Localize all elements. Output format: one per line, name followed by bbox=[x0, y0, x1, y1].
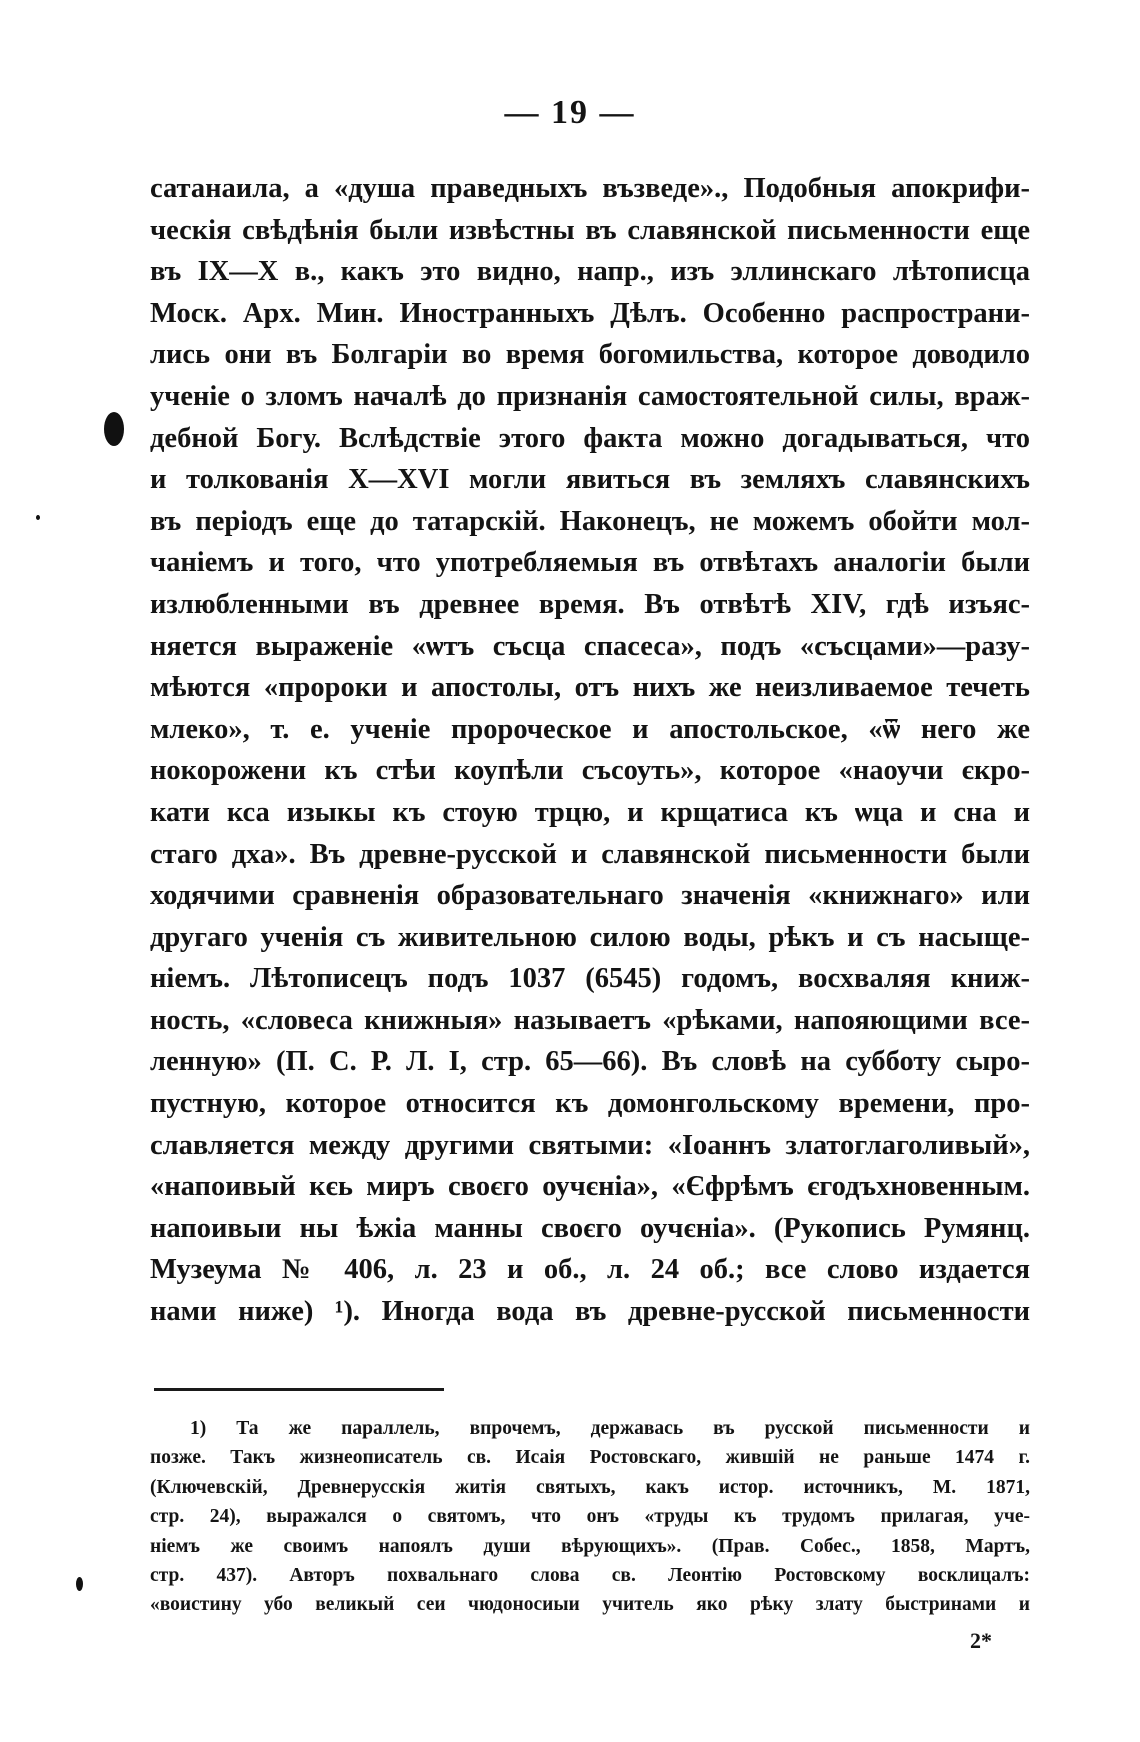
text-line: въ періодъ еще до татарскій. Наконецъ, не можемъ обойти мол- bbox=[150, 505, 1030, 537]
footnote-line: «воистину убо великый сеи чюдоносиыи учитель яко рѣку злату быстринами и bbox=[150, 1594, 1030, 1616]
ink-speck bbox=[36, 515, 40, 520]
text-line: «напоивый кєь миръ своєго оучєніа», «Єфрѣмъ єгодъхновенным. bbox=[150, 1171, 1030, 1203]
text-line: въ IX—X в., какъ это видно, напр., изъ эллинскаго лѣтописца bbox=[150, 256, 1030, 288]
footnote-rule bbox=[154, 1388, 444, 1391]
text-line: чаніемъ и того, что употребляемыя въ отвѣтахъ аналогіи были bbox=[150, 547, 1030, 579]
footnote-line: (Ключевскій, Древнерусскія житія святыхъ, какъ истор. источникъ, М. 1871, bbox=[150, 1476, 1030, 1498]
footnote-line: стр. 24), выражался о святомъ, что онъ «труды къ трудомъ прилагая, уче- bbox=[150, 1506, 1030, 1528]
signature-mark: 2* bbox=[970, 1628, 992, 1653]
text-line: ческія свѣдѣнія были извѣстны въ славянской письменности еще bbox=[150, 214, 1030, 246]
text-line: и толкованія X—XVI могли явиться въ земляхъ славянскихъ bbox=[150, 464, 1030, 496]
footnote-line: ніемъ же своимъ напоялъ души вѣрующихъ». (Прав. Собес., 1858, Мартъ, bbox=[150, 1535, 1030, 1557]
text-line: ность, «словеса книжныя» называетъ «рѣками, напояющими все- bbox=[150, 1004, 1030, 1036]
text-line: ходячими сравненія образовательнаго значенія «книжнаго» или bbox=[150, 880, 1030, 912]
page-number: — 19 — bbox=[504, 94, 636, 131]
text-line: нокорожени къ стѣи коупѣли съсоуть», которое «наоучи єкро- bbox=[150, 755, 1030, 787]
ink-blot-lower bbox=[76, 1577, 83, 1591]
text-line: дебной Богу. Вслѣдствіе этого факта можно догадываться, что bbox=[150, 422, 1030, 454]
text-line: нами ниже) ¹). Иногда вода въ древне-русской письменности bbox=[150, 1296, 1030, 1328]
text-line: Моск. Арх. Мин. Иностранныхъ Дѣлъ. Особенно распространи- bbox=[150, 297, 1030, 329]
text-line: няется выраженіе «ѡтъ съсца спасеса», подъ «съсцами»—разу- bbox=[150, 630, 1030, 662]
footnote-line: стр. 437). Авторъ похвальнаго слова св. Леонтію Ростовскому восклицалъ: bbox=[150, 1564, 1030, 1586]
text-line: напоивыи ны ѣжіа манны своєго оучєніа». (Рукопись Румянц. bbox=[150, 1212, 1030, 1244]
main-text-block bbox=[150, 168, 1030, 1333]
ink-blot bbox=[104, 412, 124, 446]
text-line: стаго дха». Въ древне-русской и славянской письменности были bbox=[150, 838, 1030, 870]
text-line: ученіе о зломъ началѣ до признанія самостоятельной силы, враж- bbox=[150, 380, 1030, 412]
footnote-line: 1) Та же параллель, впрочемъ, державась въ русской письменности и bbox=[190, 1418, 1030, 1439]
text-line: славляется между другими святыми: «Іоаннъ златоглаголивый», bbox=[150, 1129, 1030, 1161]
text-line: другаго ученія съ живительною силою воды, рѣкъ и съ насыще- bbox=[150, 921, 1030, 953]
footnotes-block bbox=[150, 1414, 1030, 1620]
text-line: сатанаила, а «душа праведныхъ възведе»., Подобныя апокрифи- bbox=[150, 173, 1030, 204]
text-line: мѣются «пророки и апостолы, отъ нихъ же неизливаемое течеть bbox=[150, 672, 1030, 704]
text-line: ленную» (П. С. Р. Л. I, стр. 65—66). Въ словѣ на субботу сыро- bbox=[150, 1046, 1030, 1078]
text-line: Музеума № 406, л. 23 и об., л. 24 об.; все слово издается bbox=[150, 1254, 1030, 1286]
footnote-line: позже. Такъ жизнеописатель св. Исаія Ростовскаго, жившій не раньше 1474 г. bbox=[150, 1447, 1030, 1469]
text-line: млеко», т. е. ученіе пророческое и апостольское, «ѿ него же bbox=[150, 713, 1030, 745]
text-line: пустную, которое относится къ домонгольскому времени, про- bbox=[150, 1088, 1030, 1120]
text-line: кати кса изыкы къ стоую трцю, и крщатиса къ ѡца и сна и bbox=[150, 796, 1030, 828]
text-line: излюбленными въ древнее время. Въ отвѣтѣ XIV, гдѣ изъяс- bbox=[150, 588, 1030, 620]
text-line: ніемъ. Лѣтописецъ подъ 1037 (6545) годомъ, восхваляя книж- bbox=[150, 963, 1030, 995]
text-line: лись они въ Болгаріи во время богомильства, которое доводило bbox=[150, 339, 1030, 371]
